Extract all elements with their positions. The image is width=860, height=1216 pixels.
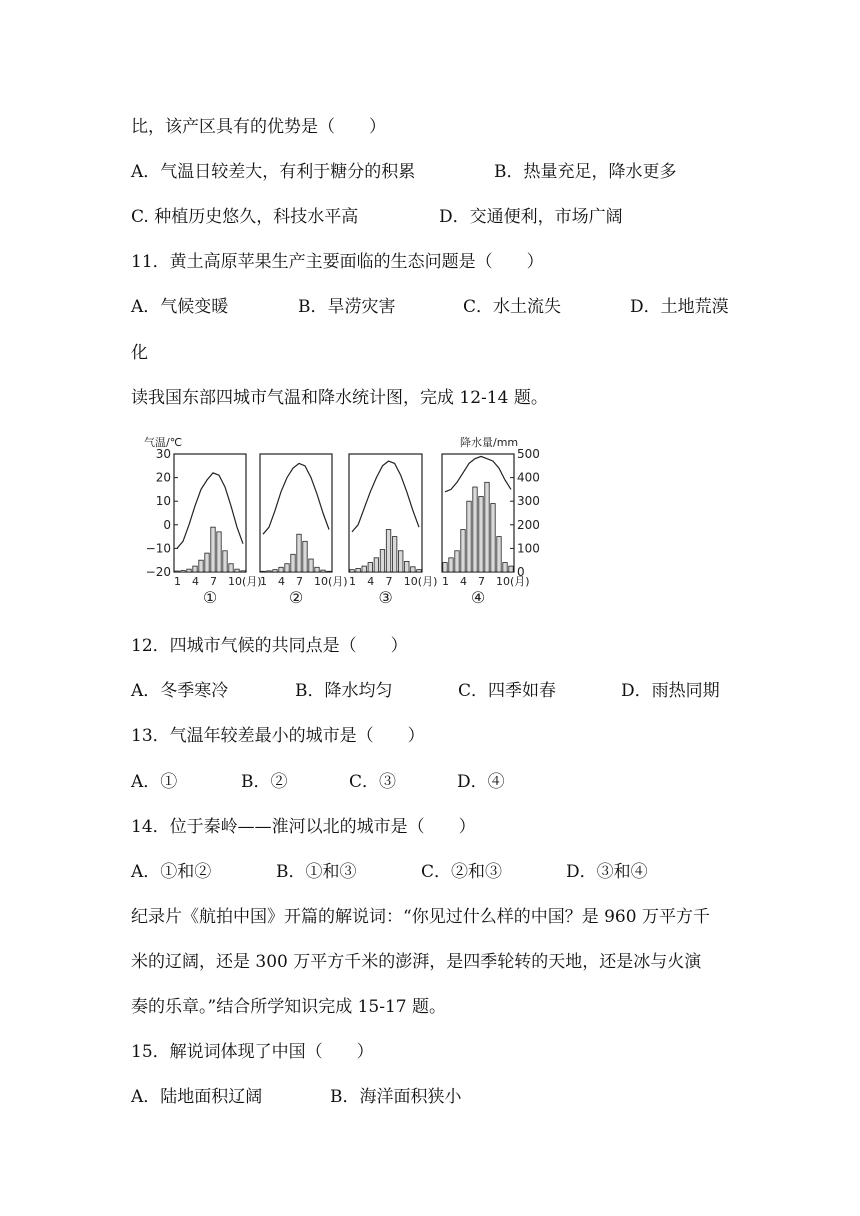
precip-bar [491,504,495,572]
month-tick-label: 1 [349,575,357,588]
precip-bar [509,566,513,572]
q14-option-c[interactable]: C．②和③ [421,862,503,882]
climate-chart-svg [142,432,562,610]
q13-option-d[interactable]: D．④ [457,772,505,792]
month-tick-label: 7 [210,575,217,588]
panel-frame [260,454,332,572]
q11-option-a[interactable]: A．气候变暖 [131,297,229,317]
month-tick-label: 4 [278,575,285,588]
panel-frame [174,454,246,572]
precip-bar [217,532,221,572]
q11-option-d[interactable]: D．土地荒漠 [630,297,729,317]
temp-tick-label: −20 [145,565,171,579]
precip-bar [485,482,489,572]
precip-bar [211,527,215,572]
precip-bar [503,563,507,572]
temperature-line [263,463,329,534]
q10-option-c[interactable]: C. 种植历史悠久，科技水平高 [131,207,359,227]
precip-tick-label: 200 [517,517,540,532]
q13-option-c[interactable]: C．③ [349,772,397,792]
precip-tick-label: 400 [517,470,540,485]
month-tick-label: 7 [385,575,393,588]
precip-bar [297,534,301,572]
intro-15-17-line-1: 纪录片《航拍中国》开篇的解说词：“你见过什么样的中国？是 960 万平方千 [131,907,710,927]
month-tick-label: 7 [296,575,303,588]
precip-bar [411,567,415,572]
question-12: 12．四城市气候的共同点是（ ） [131,636,408,656]
q12-option-b[interactable]: B．降水均匀 [295,681,393,701]
month-tick-label: 4 [460,575,467,588]
q13-option-a[interactable]: A．① [131,772,178,792]
precip-bar [467,501,471,572]
precip-bar [315,567,319,572]
precip-bar [350,570,354,572]
q10-option-b[interactable]: B．热量充足，降水更多 [494,162,677,182]
precip-bar [386,530,390,572]
precip-bar [199,560,203,572]
precip-axis-label: 降水量/mm [460,436,519,449]
precip-bar [380,550,384,572]
temperature-line [445,456,511,491]
q14-option-d[interactable]: D．③和④ [566,862,648,882]
month-tick-label: 10(月) [403,575,438,588]
q12-option-c[interactable]: C．四季如春 [458,681,557,701]
precip-bar [205,553,209,572]
q11-option-c[interactable]: C．水土流失 [463,297,562,317]
month-tick-label: 10(月) [496,575,530,588]
precip-bar [479,496,483,572]
intro-12-14: 读我国东部四城市气温和降水统计图，完成 12-14 题。 [131,388,548,408]
precip-bar [187,569,191,572]
precip-bar [285,564,289,572]
precip-bar [235,569,239,572]
month-tick-label: 1 [442,575,449,588]
q13-option-b[interactable]: B．② [241,772,288,792]
precip-bar [229,564,233,572]
precip-bar [362,566,366,572]
temperature-line [352,461,419,532]
precip-bar [443,563,447,572]
panel-label: ④ [470,588,486,607]
question-11: 11．黄土高原苹果生产主要面临的生态问题是（ ） [131,252,544,272]
question-10-stem-continuation: 比，该产区具有的优势是（ ） [131,117,386,137]
q11-option-b[interactable]: B．旱涝灾害 [298,297,396,317]
temp-tick-label: 0 [163,517,171,532]
precip-bar [321,570,325,572]
precip-bar [497,537,501,572]
climate-chart [142,432,562,610]
precip-bar [405,561,409,572]
question-13: 13．气温年较差最小的城市是（ ） [131,726,425,746]
intro-15-17-line-2: 米的辽阔，还是 300 万平方千米的澎湃，是四季轮转的天地，还是冰与火演 [131,952,702,972]
temp-tick-label: 10 [155,494,171,509]
precip-bar [398,551,402,572]
temperature-line [177,473,243,549]
precip-bar [223,551,227,572]
precip-bar [241,571,245,572]
month-tick-label: 1 [260,575,267,588]
q14-option-a[interactable]: A．①和② [131,862,212,882]
question-15: 15．解说词体现了中国（ ） [131,1042,374,1062]
q12-option-a[interactable]: A．冬季寒冷 [131,681,229,701]
month-tick-label: 10(月) [228,575,262,588]
precip-bar [273,570,277,572]
q12-option-d[interactable]: D．雨热同期 [621,681,720,701]
month-tick-label: 4 [367,575,375,588]
panel-frame [442,454,514,572]
panel-label: ① [202,588,218,607]
precip-bar [181,571,185,572]
precip-tick-label: 300 [517,494,540,509]
precip-bar [309,559,313,572]
q14-option-b[interactable]: B．①和③ [276,862,357,882]
precip-bar [392,537,396,572]
panel-label: ③ [378,588,393,607]
precip-tick-label: 0 [517,565,525,579]
precip-bar [267,571,271,572]
month-tick-label: 7 [478,575,485,588]
q10-option-d[interactable]: D．交通便利，市场广阔 [439,207,623,227]
q15-option-b[interactable]: B．海洋面积狭小 [330,1087,462,1107]
month-tick-label: 1 [174,575,181,588]
question-14: 14．位于秦岭——淮河以北的城市是（ ） [131,817,476,837]
precip-bar [327,571,331,572]
precip-bar [279,567,283,572]
q11-option-d-wrap: 化 [131,343,148,363]
month-tick-label: 10(月) [314,575,348,588]
month-tick-label: 4 [192,575,199,588]
precip-bar [291,554,295,572]
precip-bar [455,551,459,572]
precip-bar [368,563,372,572]
temp-tick-label: 20 [155,470,171,485]
temp-axis-label: 气温/℃ [144,436,183,449]
precip-bar [261,571,265,572]
precip-bar [374,558,378,572]
precip-tick-label: 500 [517,447,540,461]
q15-option-a[interactable]: A．陆地面积辽阔 [131,1087,263,1107]
precip-bar [303,541,307,572]
precip-bar [417,570,421,572]
precip-bar [193,566,197,572]
precip-bar [449,558,453,572]
precip-bar [175,571,179,572]
q10-option-a[interactable]: A．气温日较差大，有利于糖分的积累 [131,162,416,182]
precip-bar [356,568,360,572]
temp-tick-label: 30 [155,447,171,461]
precip-tick-label: 100 [517,541,540,556]
precip-bar [461,530,465,572]
intro-15-17-line-3: 奏的乐章。”结合所学知识完成 15-17 题。 [131,997,447,1017]
panel-label: ② [288,588,304,607]
panel-frame [349,454,422,572]
precip-bar [473,487,477,572]
temp-tick-label: −10 [145,541,171,556]
